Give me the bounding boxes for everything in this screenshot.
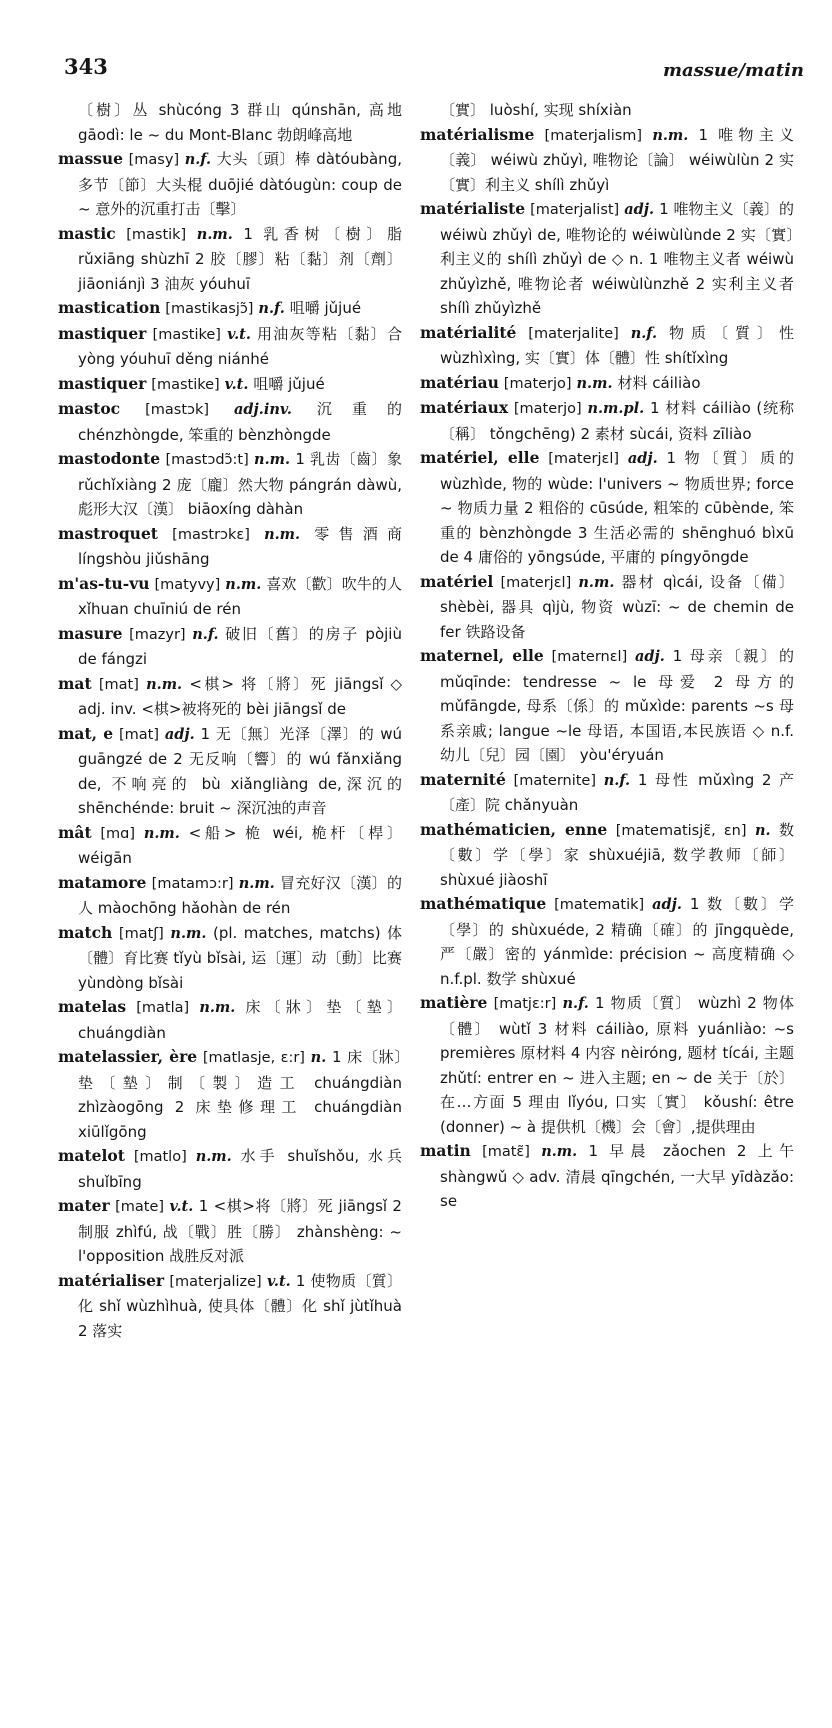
entry-continuation xyxy=(420,98,794,123)
headword: matelot xyxy=(58,1146,125,1165)
headword: masure xyxy=(58,623,123,643)
definition: 1 物〔質〕质的 wùzhìde, 物的 wùde: l'univers ~ 物质世界; force ~ 物质力量 2 粗俗的 cūsúde, 粗笨的 cūbènde, 笨重的 bènzhòngde 3 生活必需的 shēnghuó bìxū de 4 庸俗的 yōngsúde, 平庸的 píngyōngde xyxy=(440,449,794,566)
grammar-label: n.f. xyxy=(184,151,212,168)
dictionary-entry xyxy=(58,821,402,871)
definition: 1 使物质〔質〕化 shǐ wùzhìhuà, 使具体〔體〕化 shǐ jùtǐhuà 2 落实 xyxy=(78,1271,402,1340)
headword: maternel, elle xyxy=(420,646,544,665)
grammar-label: adj. xyxy=(627,450,658,467)
headword: mastiquer xyxy=(58,373,147,393)
dictionary-entry xyxy=(420,371,794,397)
right-column xyxy=(420,98,794,1214)
dictionary-entry xyxy=(58,296,402,322)
pronunciation: [matematisjɛ̃, ɛn] xyxy=(615,822,747,839)
definition: 物质〔質〕性 wùzhìxìng, 实〔實〕体〔體〕性 shítǐxìng xyxy=(440,323,794,367)
dictionary-entry xyxy=(420,396,794,446)
definition: 零售酒商 língshòu jiǔshāng xyxy=(78,524,402,568)
headword: mastic xyxy=(58,223,116,243)
left-column xyxy=(58,98,402,1343)
pronunciation: [materjalize] xyxy=(169,1273,262,1290)
page-number: 343 xyxy=(64,54,108,79)
pronunciation: [mastrɔkɛ] xyxy=(172,526,250,543)
dictionary-entry xyxy=(420,1139,794,1214)
grammar-label: n. xyxy=(310,1049,327,1066)
pronunciation: [matlasje, ɛ:r] xyxy=(202,1050,305,1066)
dictionary-entry xyxy=(420,123,794,198)
headword: matamore xyxy=(58,872,147,892)
dictionary-entry xyxy=(58,1045,402,1144)
definition: 咀嚼 jǔjué xyxy=(289,299,362,317)
dictionary-entry xyxy=(420,446,794,570)
grammar-label: n. xyxy=(754,821,771,839)
headword: mat, e xyxy=(58,723,114,743)
definition: 1 材料 cáiliào (统称〔稱〕 tǒngchēng) 2 素材 sùcái, 资料 zīliào xyxy=(440,399,794,443)
pronunciation: [materjo] xyxy=(503,375,572,392)
pronunciation: [mate] xyxy=(115,1199,165,1215)
headword: maternité xyxy=(420,769,506,789)
pronunciation: [materjɛl] xyxy=(548,451,620,467)
pronunciation: [matamɔ:r] xyxy=(151,875,234,892)
headword: mât xyxy=(58,822,92,842)
pronunciation: [maternɛl] xyxy=(551,649,628,665)
definition: 床〔牀〕垫〔墊〕 chuángdiàn xyxy=(78,998,402,1042)
pronunciation: [materjalite] xyxy=(528,325,619,342)
definition: 水手 shuǐshǒu, 水兵 shuǐbīng xyxy=(78,1147,402,1191)
grammar-label: adj. xyxy=(624,201,655,218)
running-head: massue/matin xyxy=(662,60,804,81)
grammar-label: n.m. xyxy=(652,126,689,144)
definition: 用油灰等粘〔黏〕合 yòng yóuhuī děng niánhé xyxy=(78,324,402,368)
headword: matin xyxy=(420,1141,471,1160)
dictionary-entry xyxy=(58,322,402,372)
grammar-label: n.m.pl. xyxy=(587,400,645,417)
pronunciation: [mastike] xyxy=(151,376,220,393)
grammar-label: adj. xyxy=(635,648,665,665)
pronunciation: [materjalism] xyxy=(544,127,643,144)
grammar-label: adj. xyxy=(652,896,682,913)
headword: mat xyxy=(58,673,92,693)
pronunciation: [matyvy] xyxy=(154,576,221,593)
headword: mathématicien, enne xyxy=(420,819,608,839)
entry-continuation xyxy=(58,98,402,147)
grammar-label: n.f. xyxy=(192,625,219,643)
headword: mater xyxy=(58,1196,110,1215)
definition: 〔樹〕丛 shùcóng 3 群山 qúnshān, 高地 gāodì: le ~ du Mont-Blanc 勃朗峰高地 xyxy=(78,101,402,144)
dictionary-entry xyxy=(58,1144,402,1194)
grammar-label: n.m. xyxy=(196,225,233,243)
definition: 冒充好汉〔漢〕的人 màochōng hǎohàn de rén xyxy=(78,873,402,917)
grammar-label: v.t. xyxy=(266,1272,291,1290)
headword: massue xyxy=(58,149,124,168)
dictionary-entry xyxy=(420,644,794,768)
headword: matériaux xyxy=(420,398,509,417)
headword: matérialisme xyxy=(420,124,535,144)
dictionary-entry xyxy=(58,147,402,222)
grammar-label: n.m. xyxy=(264,525,301,543)
headword: matière xyxy=(420,993,488,1012)
definition: (pl. matches, matchs) 体〔體〕育比赛 tǐyù bǐsài, 运〔運〕动〔動〕比赛 yùndòng bǐsài xyxy=(78,923,402,992)
pronunciation: [mazyr] xyxy=(129,626,186,643)
definition: 材料 cáiliào xyxy=(617,373,701,392)
pronunciation: [materjɛl] xyxy=(500,574,572,591)
grammar-label: n.m. xyxy=(254,451,291,468)
definition: 大头〔頭〕棒 dàtóubàng, 多节〔節〕大头棍 duōjié dàtóugùn: coup de ~ 意外的沉重打击〔擊〕 xyxy=(78,150,402,218)
pronunciation: [matjɛ:r] xyxy=(493,996,557,1012)
headword: matériel xyxy=(420,571,494,591)
definition: 破旧〔舊〕的房子 pòjiù de fángzi xyxy=(78,624,402,668)
definition: 1 母性 mǔxìng 2 产〔產〕院 chǎnyuàn xyxy=(440,770,794,814)
headword: matérialiser xyxy=(58,1270,165,1290)
grammar-label: n.f. xyxy=(258,300,285,317)
dictionary-entry xyxy=(58,222,402,297)
headword: matelas xyxy=(58,997,127,1016)
dictionary-entry xyxy=(58,672,402,722)
headword: matériel, elle xyxy=(420,448,540,467)
dictionary-entry xyxy=(58,522,402,572)
dictionary-entry xyxy=(58,921,402,996)
dictionary-entry xyxy=(58,1269,402,1344)
pronunciation: [mastɔdɔ̃:t] xyxy=(165,452,249,468)
dictionary-entry xyxy=(58,572,402,622)
pronunciation: [matlo] xyxy=(133,1149,187,1165)
definition: 1 唯物主义〔義〕 wéiwù zhǔyì, 唯物论〔論〕 wéiwùlùn 2 实〔實〕利主义 shílì zhǔyì xyxy=(440,125,794,194)
definition: 喜欢〔歡〕吹牛的人 xǐhuan chuīniú de rén xyxy=(78,574,402,618)
definition: 咀嚼 jǔjué xyxy=(253,374,325,393)
dictionary-entry xyxy=(420,818,794,893)
grammar-label: adj.inv. xyxy=(234,401,292,418)
definition: 1 床〔牀〕垫〔墊〕制〔製〕造工 chuángdiàn zhìzàogōng 2 床垫修理工 chuángdiàn xiūlǐgōng xyxy=(78,1048,402,1141)
grammar-label: n.m. xyxy=(170,924,207,942)
grammar-label: v.t. xyxy=(227,325,251,343)
dictionary-entry xyxy=(58,397,402,447)
grammar-label: v.t. xyxy=(224,375,249,393)
definition: 沉重的 chénzhòngde, 笨重的 bènzhòngde xyxy=(78,400,402,444)
pronunciation: [mɑ] xyxy=(100,825,136,842)
definition: 1 母亲〔親〕的 mǔqīnde: tendresse ~ le 母爱 2 母方的 mǔfāngde, 母系〔係〕的 mǔxìde: parents ~s 母系亲戚; langue ~le 母语, 本国语,本民族语 ◇ n.f. 幼儿〔兒〕园〔園〕 yòu'éryuán xyxy=(440,647,794,764)
grammar-label: n.f. xyxy=(630,324,658,342)
grammar-label: n.m. xyxy=(225,575,262,593)
definition: 1 数〔數〕学〔學〕的 shùxuéde, 2 精确〔確〕的 jīngquède, 严〔嚴〕密的 yánmìde: précision ~ 高度精确 ◇ n.f.pl. 数学 shùxué xyxy=(440,895,794,988)
headword: mastoc xyxy=(58,399,121,418)
definition: 1 乳齿〔齒〕象 rǔchǐxiàng 2 庞〔龐〕然大物 pángrán dàwù,彪形大汉〔漢〕 biāoxíng dàhàn xyxy=(78,450,402,518)
headword: mastiquer xyxy=(58,323,147,343)
pronunciation: [matɛ̃] xyxy=(482,1144,530,1160)
pronunciation: [mat] xyxy=(98,676,139,693)
headword: mathématique xyxy=(420,894,547,913)
pronunciation: [matematik] xyxy=(554,897,645,913)
pronunciation: [matʃ] xyxy=(118,925,164,942)
dictionary-entry xyxy=(420,768,794,818)
pronunciation: [mat] xyxy=(118,726,159,743)
pronunciation: [matla] xyxy=(136,1000,190,1016)
definition: 1 早晨 zǎochen 2 上午 shàngwǔ ◇ adv. 清晨 qīngchén, 一大早 yīdàzǎo: se xyxy=(440,1142,794,1210)
headword: match xyxy=(58,922,113,942)
dictionary-entry xyxy=(58,372,402,398)
dictionary-entry xyxy=(420,570,794,645)
dictionary-entry xyxy=(58,871,402,921)
dictionary-entry xyxy=(58,1194,402,1269)
pronunciation: [mastɔk] xyxy=(145,402,210,418)
headword: mastodonte xyxy=(58,449,161,468)
dictionary-entry xyxy=(420,991,794,1139)
headword: mastroquet xyxy=(58,523,158,543)
definition: 〔實〕 luòshí, 实现 shíxiàn xyxy=(440,101,632,119)
grammar-label: n.m. xyxy=(576,374,613,392)
grammar-label: v.t. xyxy=(169,1198,194,1215)
definition: 数〔數〕学〔學〕家 shùxuéjiā, 数学教师〔師〕 shùxué jiàoshī xyxy=(440,820,794,889)
definition: 1 <棋>将〔將〕死 jiāngsǐ 2 制服 zhìfú, 战〔戰〕胜〔勝〕 zhànshèng: ~ l'opposition 战胜反对派 xyxy=(78,1197,402,1265)
grammar-label: n.m. xyxy=(199,999,236,1016)
headword: matérialité xyxy=(420,322,517,342)
definition: <船> 桅 wéi, 桅杆〔桿〕 wéigān xyxy=(78,823,402,867)
grammar-label: n.m. xyxy=(195,1148,232,1165)
pronunciation: [mastikasjɔ̃] xyxy=(165,301,254,317)
dictionary-entry xyxy=(58,722,402,821)
definition: 器材 qìcái, 设备〔備〕 shèbèi, 器具 qìjù, 物资 wùzī: ~ de chemin de fer 铁路设备 xyxy=(440,572,794,641)
definition: 1 乳香树〔樹〕脂 rǔxiāng shùzhī 2 胶〔膠〕粘〔黏〕剂〔劑〕 jiāoniánjì 3 油灰 yóuhuī xyxy=(78,224,403,293)
dictionary-entry xyxy=(58,995,402,1045)
grammar-label: n.m. xyxy=(578,573,615,591)
headword: matelassier, ère xyxy=(58,1047,198,1066)
dictionary-entry xyxy=(420,321,794,371)
definition: 1 无〔無〕光泽〔澤〕的 wú guāngzé de 2 无反响〔響〕的 wú fǎnxiǎng de, 不响亮的 bù xiǎngliàng de,深沉的 shēnchénde: bruit ~ 深沉浊的声音 xyxy=(78,724,403,817)
grammar-label: n.m. xyxy=(541,1143,578,1160)
grammar-label: n.m. xyxy=(146,675,183,693)
headword: matérialiste xyxy=(420,199,526,218)
grammar-label: n.f. xyxy=(562,995,589,1012)
pronunciation: [masy] xyxy=(128,152,180,168)
headword: mastication xyxy=(58,298,161,317)
headword: matériau xyxy=(420,372,499,392)
grammar-label: n.f. xyxy=(603,771,631,789)
headword: m'as-tu-vu xyxy=(58,573,150,593)
grammar-label: adj. xyxy=(164,725,195,743)
definition: <棋> 将〔將〕死 jiāngsǐ ◇ adj. inv. <棋>被将死的 bèi jiāngsǐ de xyxy=(78,674,402,718)
definition: 1 物质〔質〕 wùzhì 2 物体〔體〕 wùtǐ 3 材料 cáiliào, 原料 yuánliào: ~s premières 原材料 4 内容 nèiróng, 题材 tícái, 主题 zhǔtí: entrer en ~ 进入主题; en ~ de 关于〔於〕在…方面 5 理由 lǐyóu, 口实〔實〕 kǒushí: être (donner) ~ à 提供机〔機〕会〔會〕,提供理由 xyxy=(440,994,795,1136)
grammar-label: n.m. xyxy=(238,874,275,892)
dictionary-entry xyxy=(420,892,794,991)
pronunciation: [maternite] xyxy=(513,772,597,789)
dictionary-entry xyxy=(58,447,402,522)
dictionary-entry xyxy=(420,197,794,321)
dictionary-entry xyxy=(58,622,402,672)
pronunciation: [mastik] xyxy=(126,226,187,243)
grammar-label: n.m. xyxy=(143,824,180,842)
pronunciation: [materjo] xyxy=(513,401,582,417)
definition: 1 唯物主义〔義〕的 wéiwù zhǔyì de, 唯物论的 wéiwùlùnde 2 实〔實〕利主义的 shílì zhǔyì de ◇ n. 1 唯物主义者 wéiwù zhǔyìzhě, 唯物论者 wéiwùlùnzhě 2 实利主义者 shílì zhǔyìzhě xyxy=(440,200,795,317)
pronunciation: [mastike] xyxy=(152,326,221,343)
pronunciation: [materjalist] xyxy=(530,202,620,218)
